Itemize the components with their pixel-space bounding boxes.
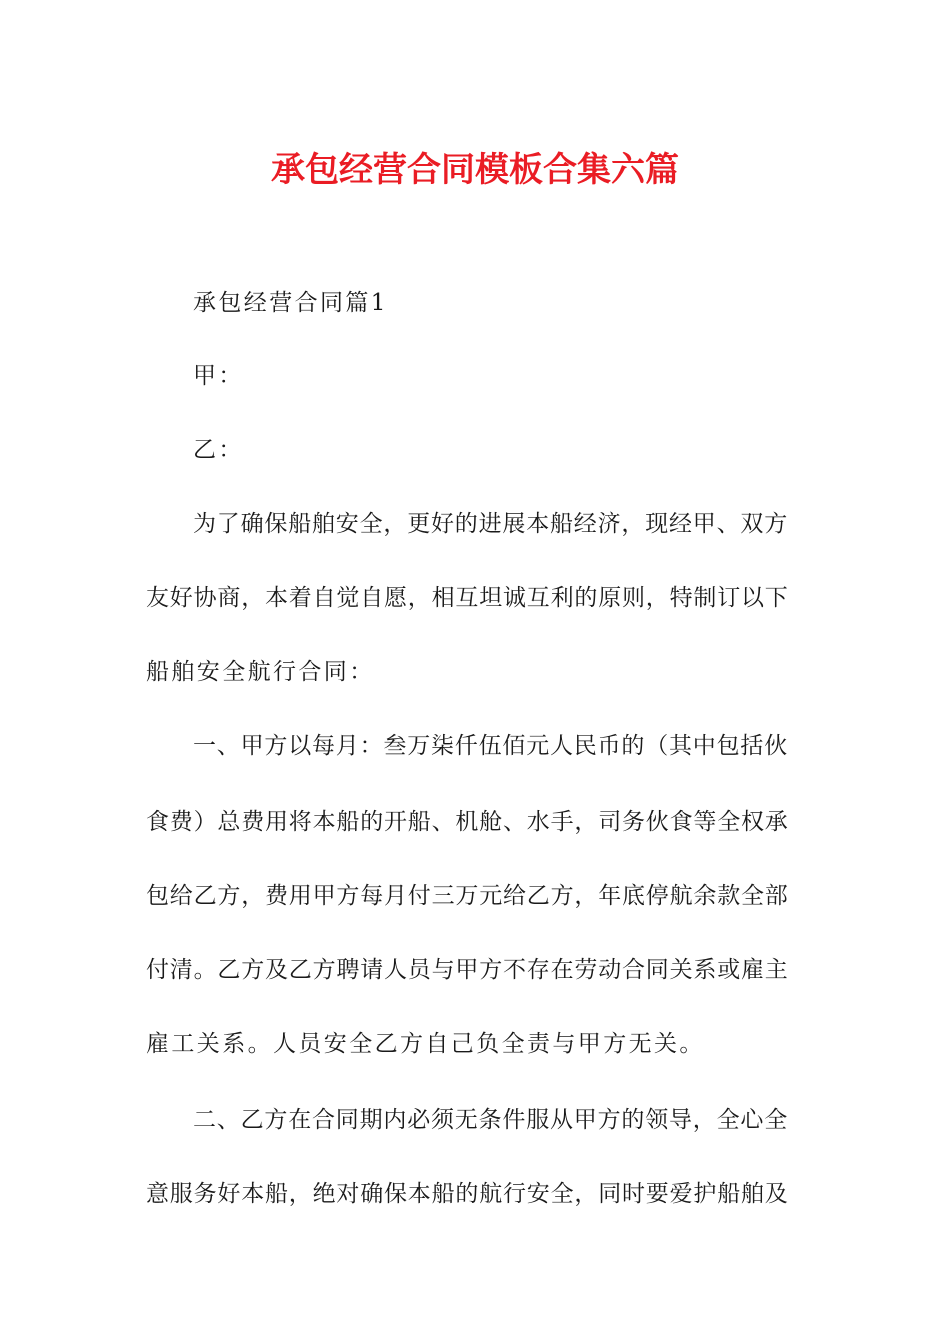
paragraph-line: 二、乙方在合同期内必须无条件服从甲方的领导，全心全 [193, 1107, 788, 1133]
paragraph-line: 友好协商，本着自觉自愿，相互坦诚互利的原则，特制订以下 [146, 585, 789, 611]
section-heading: 承包经营合同篇1 [193, 290, 388, 316]
paragraph-line: 雇工关系。人员安全乙方自己负全责与甲方无关。 [146, 1031, 705, 1057]
paragraph-line: 一、甲方以每月：叁万柒仟伍佰元人民币的（其中包括伙 [193, 733, 788, 759]
paragraph-line: 包给乙方，费用甲方每月付三万元给乙方，年底停航余款全部 [146, 883, 789, 909]
document-title: 承包经营合同模板合集六篇 [271, 150, 679, 190]
party-b-line: 乙： [193, 437, 244, 463]
paragraph-line: 船舶安全航行合同： [146, 659, 375, 685]
paragraph-line: 食费）总费用将本船的开船、机舱、水手，司务伙食等全权承 [146, 809, 789, 835]
paragraph-line: 付清。乙方及乙方聘请人员与甲方不存在劳动合同关系或雇主 [146, 957, 789, 983]
paragraph-line: 意服务好本船，绝对确保本船的航行安全，同时要爱护船舶及 [146, 1181, 789, 1207]
paragraph-line: 为了确保船舶安全，更好的进展本船经济，现经甲、双方 [193, 511, 788, 537]
party-a-line: 甲： [193, 363, 244, 389]
